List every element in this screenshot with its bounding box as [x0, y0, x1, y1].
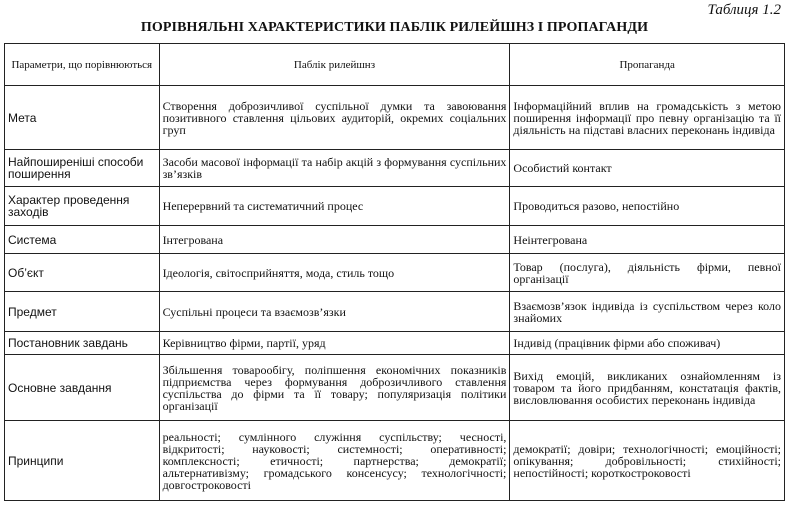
- propaganda-cell: Товар (послуга), діяльність фірми, певної організації: [510, 254, 785, 292]
- table-row: [5, 355, 785, 421]
- param-cell: Характер проведення заходів: [5, 187, 160, 226]
- comparison-table: [4, 43, 785, 501]
- propaganda-cell: Неінтегрована: [510, 226, 785, 254]
- table-row: [5, 421, 785, 501]
- pr-cell: Керівництво фірми, партії, уряд: [159, 332, 510, 355]
- table-title: ПОРІВНЯЛЬНІ ХАРАКТЕРИСТИКИ ПАБЛІК РИЛЕЙШНЗ І ПРОПАГАНДИ: [140, 20, 649, 35]
- table-row: [5, 150, 785, 187]
- pr-cell: Ідеологія, світосприйняття, мода, стиль тощо: [159, 254, 510, 292]
- propaganda-cell: Інформаційний вплив на громадськість з метою поширення інформації про певну організацію та її діяльність на підставі власних переконань індивіда: [510, 86, 785, 150]
- header-row: [5, 44, 785, 86]
- header-propaganda: Пропаганда: [510, 44, 785, 86]
- propaganda-cell: Взаємозв’язок індивіда із суспільством через коло знайомих: [510, 292, 785, 332]
- param-cell: Найпоширеніші способи поширення: [5, 150, 160, 187]
- pr-cell: Суспільні процеси та взаємозв’язки: [159, 292, 510, 332]
- param-cell: Мета: [5, 86, 160, 150]
- table-caption: Таблиця 1.2: [707, 2, 781, 18]
- table-row: [5, 332, 785, 355]
- table-row: [5, 86, 785, 150]
- header-pr: Паблік рилейшнз: [159, 44, 510, 86]
- table-row: [5, 254, 785, 292]
- pr-cell: Створення доброзичливої суспільної думки та завоювання позитивного ставлення цільових аудиторій, окремих соціальних груп: [159, 86, 510, 150]
- pr-cell: реальності; сумлінного служіння суспільству; чесності, відкритості; науковості; системності; оперативності; комплексності; етичності; партнерства; демократії; альтернативізму; громадського консенсусу; технологічності; довгостроковості: [159, 421, 510, 501]
- pr-cell: Інтегрована: [159, 226, 510, 254]
- pr-cell: Засоби масової інформації та набір акцій з формування суспільних зв’язків: [159, 150, 510, 187]
- param-cell: Об’єкт: [5, 254, 160, 292]
- propaganda-cell: Проводиться разово, непостійно: [510, 187, 785, 226]
- table-row: [5, 187, 785, 226]
- pr-cell: Неперервний та систематичний процес: [159, 187, 510, 226]
- param-cell: Система: [5, 226, 160, 254]
- propaganda-cell: демократії; довіри; технологічності; емоційності; опікування; добровільності; стихійності; непостійності; короткостроковості: [510, 421, 785, 501]
- param-cell: Постановник завдань: [5, 332, 160, 355]
- pr-cell: Збільшення товарообігу, поліпшення економічних показників підприємства через формування доброзичливого ставлення суспільства до фірми та її товару; популяризація політики організації: [159, 355, 510, 421]
- table-row: [5, 226, 785, 254]
- param-cell: Основне завдання: [5, 355, 160, 421]
- param-cell: Предмет: [5, 292, 160, 332]
- propaganda-cell: Вихід емоцій, викликаних ознайомленням із товаром та його придбанням, констатація фактів, висловлювання особистих переконань індивіда: [510, 355, 785, 421]
- table-row: [5, 292, 785, 332]
- propaganda-cell: Індивід (працівник фірми або споживач): [510, 332, 785, 355]
- header-params: Параметри, що порівнюються: [5, 44, 160, 86]
- propaganda-cell: Особистий контакт: [510, 150, 785, 187]
- param-cell: Принципи: [5, 421, 160, 501]
